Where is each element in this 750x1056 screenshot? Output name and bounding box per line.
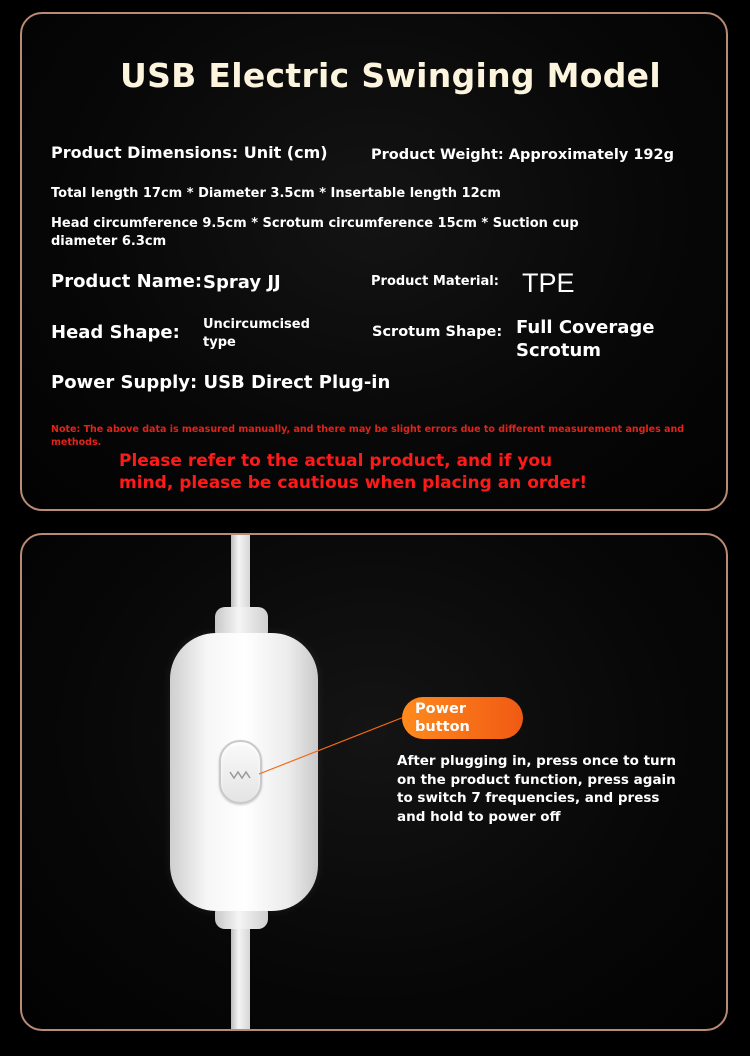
callout-description: After plugging in, press once to turn on the product function, press again to switch 7 frequencies, and press and hold to power off [397, 753, 676, 825]
head-shape-value: Uncircumcised type [203, 317, 310, 350]
power-supply: Power Supply: USB Direct Plug-in [51, 372, 391, 393]
size-line-1: Total length 17cm * Diameter 3.5cm * Insertable length 12cm [51, 186, 501, 201]
size-line-2: Head circumference 9.5cm * Scrotum circumference 15cm * Suction cup diameter 6.3cm [51, 216, 579, 249]
power-button-callout [402, 697, 523, 739]
scrotum-shape-label: Scrotum Shape: [372, 324, 503, 340]
head-shape-label: Head Shape: [51, 322, 180, 343]
page-title: USB Electric Swinging Model [120, 56, 661, 95]
weight-label: Product Weight: Approximately 192g [371, 147, 674, 163]
callout-label: Power button [415, 701, 470, 735]
material-label: Product Material: [371, 274, 499, 289]
spec-panel [20, 12, 728, 511]
remote-panel [20, 533, 728, 1031]
order-warning: Please refer to the actual product, and if you mind, please be cautious when placing an order! [119, 451, 588, 493]
measurement-note: Note: The above data is measured manually, and there may be slight errors due to different measurement angles and methods. [51, 424, 685, 448]
dimensions-label: Product Dimensions: Unit (cm) [51, 143, 328, 162]
material-value: TPE [522, 268, 575, 298]
product-name-value: Spray JJ [203, 272, 281, 293]
product-name-label: Product Name: [51, 271, 203, 292]
scrotum-shape-value: Full Coverage Scrotum [516, 317, 655, 361]
